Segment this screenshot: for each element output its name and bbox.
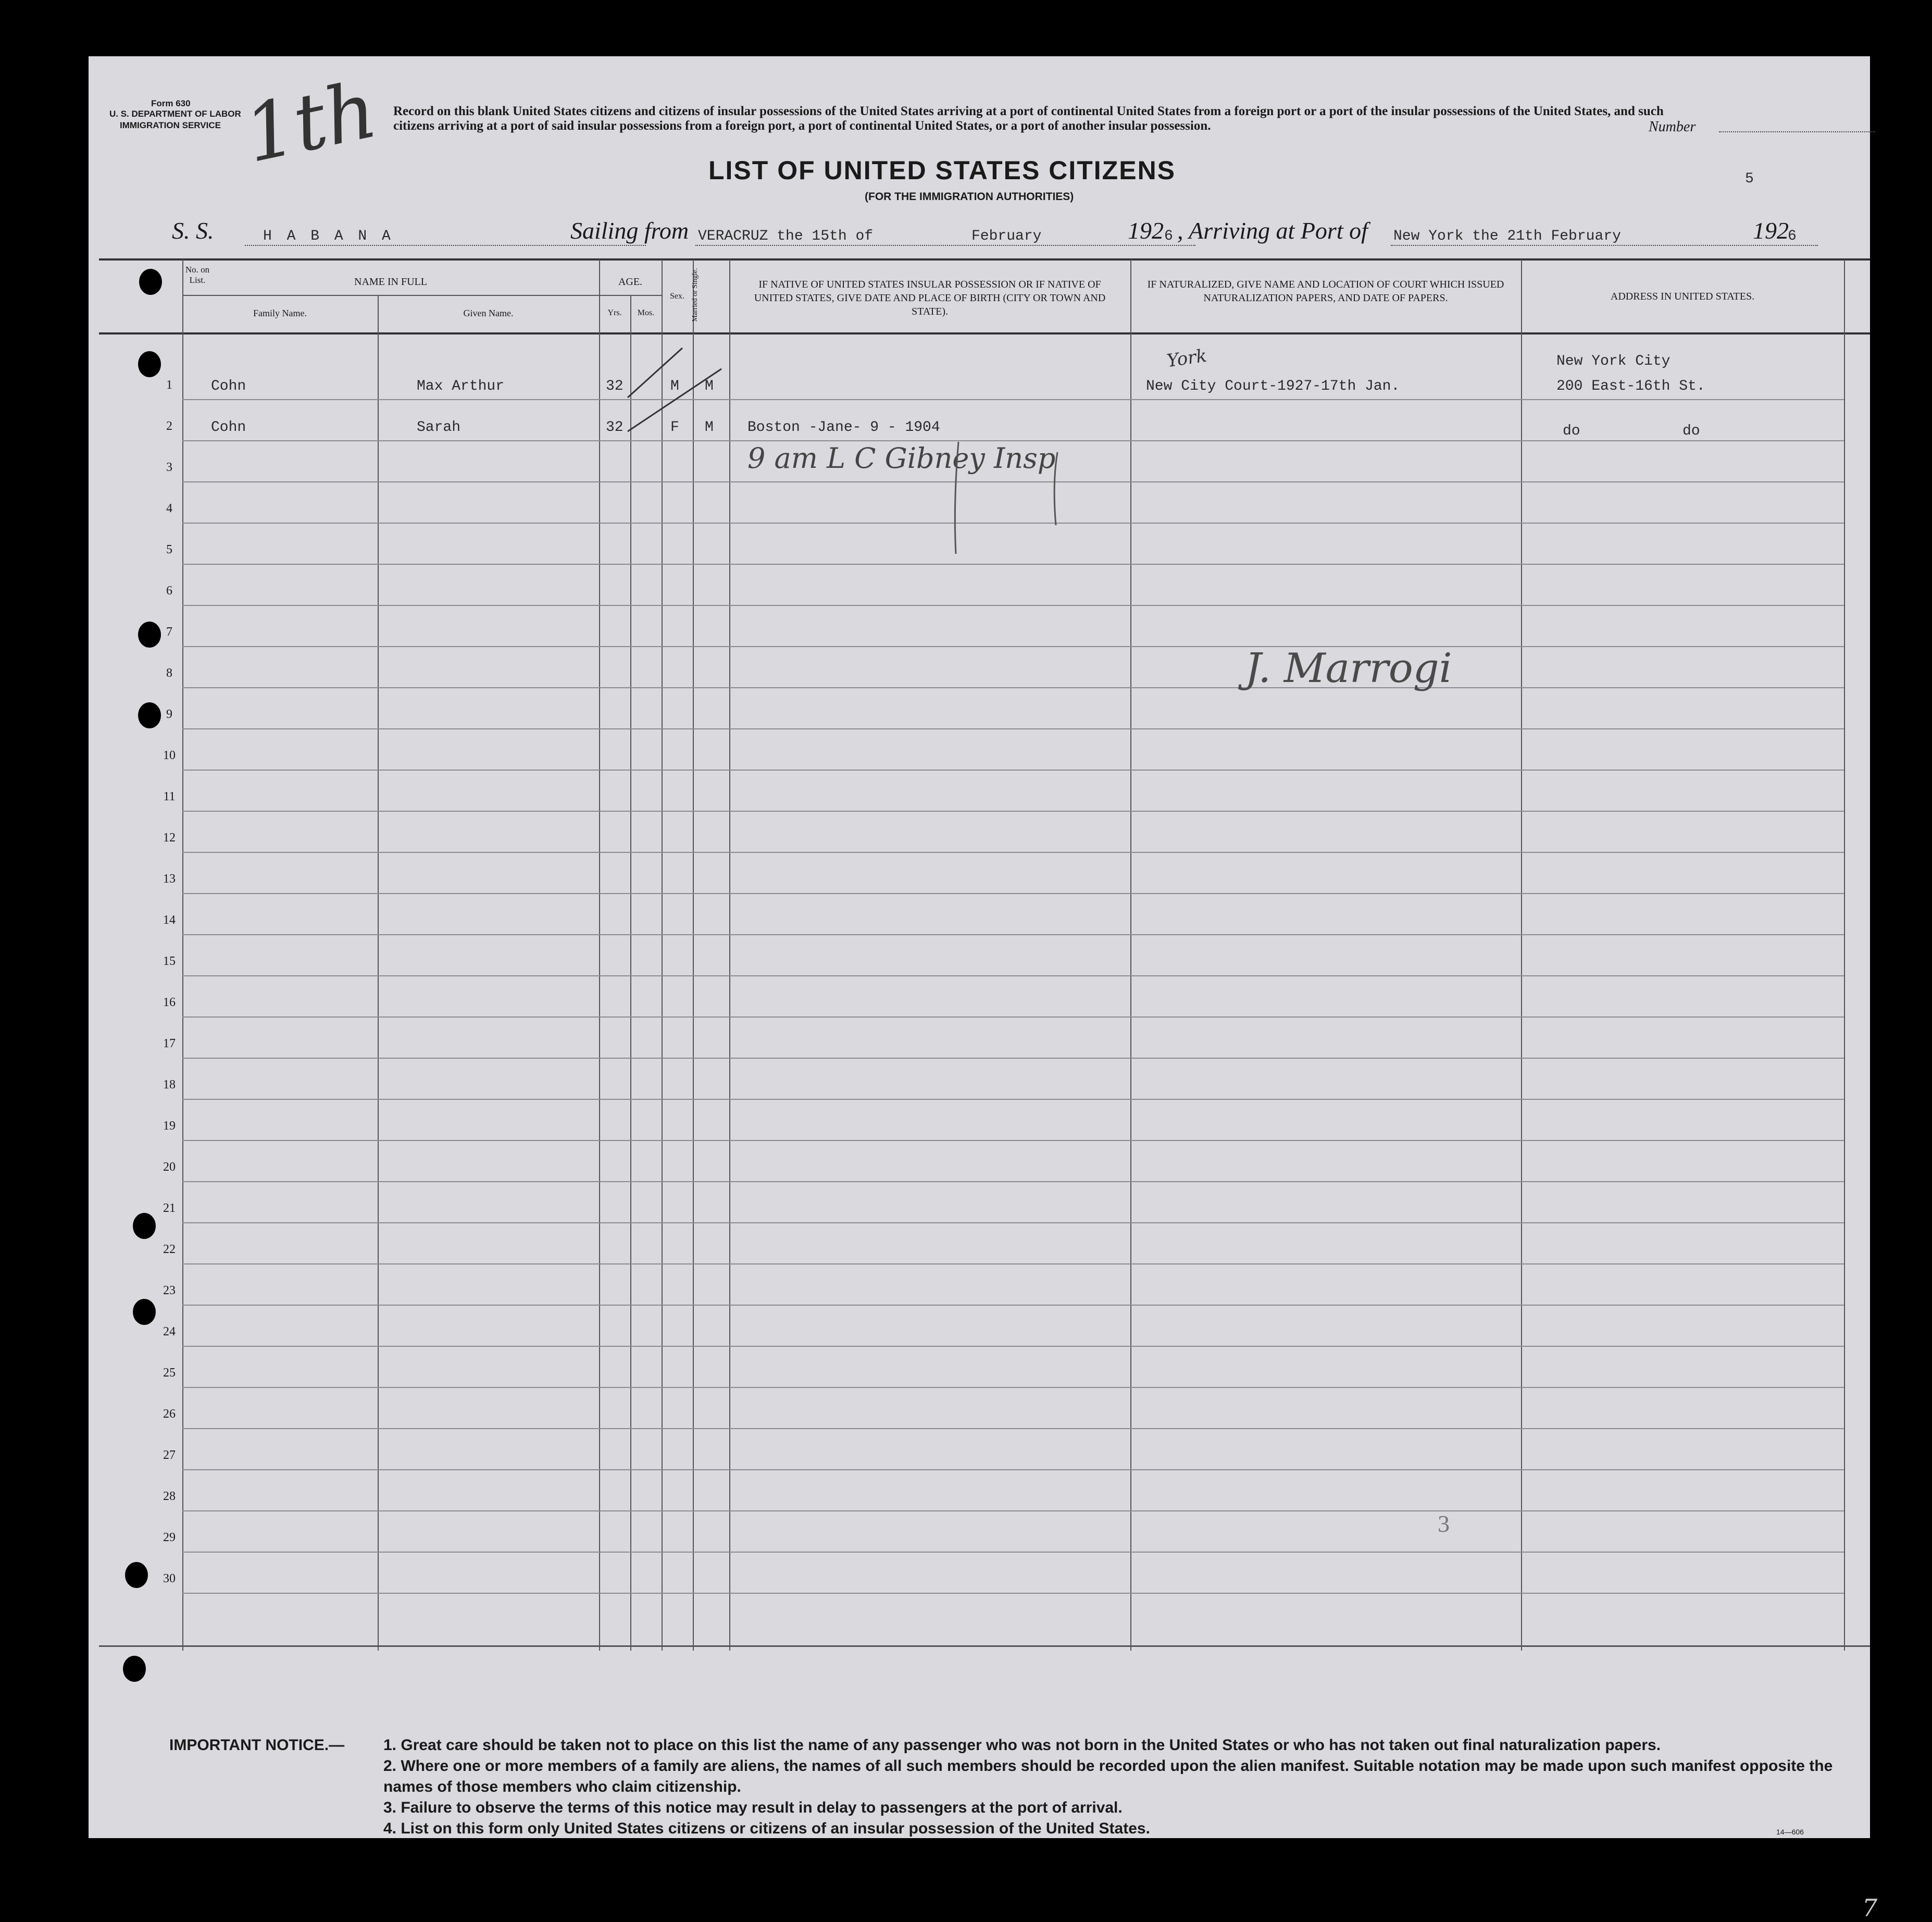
form-number: Form 630 [151, 98, 191, 108]
col-header-address: ADDRESS IN UNITED STATES. [1610, 291, 1755, 302]
row1-ms: M [705, 378, 714, 394]
print-code: 14—606 [1776, 1828, 1804, 1836]
ship-name: H A B A N A [263, 228, 394, 244]
col-header-no: No. on List. [185, 265, 210, 285]
row-number: 10 [163, 749, 176, 762]
row-number: 9 [166, 708, 172, 721]
col-header-sex: Sex. [670, 292, 684, 301]
sailing-label: Sailing from [570, 217, 689, 244]
row-number: 16 [163, 996, 176, 1009]
row-number: 27 [163, 1448, 176, 1462]
check-strokes [89, 56, 1870, 1838]
row-number: 3 [166, 461, 172, 474]
arriving-year-suffix: 6 [1788, 228, 1797, 244]
row-number: 13 [163, 872, 176, 886]
col-header-given: Given Name. [463, 308, 514, 318]
punch-hole [139, 269, 162, 295]
row-number: 7 [166, 625, 172, 639]
col-header-age: AGE. [618, 276, 643, 288]
row2-family: Cohn [211, 419, 246, 436]
arriving-label: , Arriving at Port of [1177, 217, 1368, 244]
page-mark: 5 [1745, 171, 1754, 187]
col-header-birth: IF NATIVE OF UNITED STATES INSULAR POSSESSION OR IF NATIVE OF UNITED STATES, GIVE DATE AND PLACE OF BIRTH (CITY OR TOWN AND STATE). [754, 279, 1106, 317]
sailing-year-prefix: 192 [1128, 217, 1164, 244]
row-number: 14 [163, 913, 176, 927]
number-label: Number [1649, 119, 1696, 135]
page-title: LIST OF UNITED STATES CITIZENS [708, 156, 1176, 185]
form-sheet [89, 56, 1870, 1838]
punch-hole [138, 702, 161, 728]
row2-birth: Boston -Jane- 9 - 1904 [747, 419, 940, 436]
stamp-digit: 3 [1438, 1510, 1450, 1537]
sailing-month: February [971, 228, 1042, 244]
row-number: 26 [163, 1407, 176, 1421]
col-header-naturalized: IF NATURALIZED, GIVE NAME AND LOCATION OF COURT WHICH ISSUED NATURALIZATION PAPERS, AND DATE OF PAPERS. [1147, 279, 1504, 304]
row-number: 28 [163, 1490, 176, 1503]
row-number: 19 [163, 1119, 176, 1133]
col-header-name: NAME IN FULL [354, 276, 427, 288]
row-number: 29 [163, 1531, 176, 1544]
notice-item-4: 4. List on this form only United States citizens or citizens of an insular possession of the United States. [383, 1820, 1150, 1837]
row-number: 8 [166, 666, 172, 680]
punch-hole [125, 1562, 148, 1588]
row2-address-right: do [1682, 423, 1700, 439]
col-header-family: Family Name. [253, 308, 307, 318]
row2-address-left: do [1563, 423, 1580, 439]
row-number: 1 [166, 378, 172, 392]
corner-mark: 7 [1862, 1894, 1878, 1922]
punch-hole [138, 622, 161, 648]
col-header-mos: Mos. [637, 308, 655, 317]
row-number: 12 [163, 831, 176, 845]
notice-label: IMPORTANT NOTICE.— [169, 1737, 345, 1754]
row-number: 23 [163, 1284, 176, 1297]
sailing-year-suffix: 6 [1164, 228, 1173, 244]
row-number: 6 [166, 584, 172, 598]
arriving-year-prefix: 192 [1753, 217, 1789, 244]
row-number: 20 [163, 1160, 176, 1174]
row1-sex: M [670, 378, 679, 394]
record-instructions: Record on this blank United States citizens and citizens of insular possessions of the United States arriving at a port of continental United States from a foreign port or a port of the insular possessions of the United States, and such citizens arriving at a port of said insular possessions from a foreign port, a port of continental United States, or a port of another insular possession. [393, 104, 1664, 133]
row-number: 4 [166, 502, 172, 515]
row2-birth-note: 9 am L C Gibney Insp [747, 442, 1056, 475]
punch-hole [123, 1656, 146, 1682]
row-number: 11 [163, 790, 176, 803]
row1-naturalized-note: York [1165, 345, 1208, 372]
notice-item-3: 3. Failure to observe the terms of this notice may result in delay to passengers at the port of arrival. [383, 1799, 1123, 1816]
row2-sex: F [670, 419, 679, 436]
punch-hole [133, 1213, 156, 1239]
ss-label: S. S. [172, 217, 214, 244]
col-header-yrs: Yrs. [607, 308, 622, 317]
notice-item-2: 2. Where one or more members of a family are aliens, the names of all such members should be recorded upon the alien manifest. Suitable notation may be made upon such manifest opposite the names of those members who claim citizenship. [383, 1757, 1833, 1795]
row-number: 22 [163, 1243, 176, 1256]
row-number: 5 [166, 543, 172, 556]
row2-ms: M [705, 419, 714, 436]
punch-hole [133, 1299, 156, 1325]
arriving-value: New York the 21th February [1393, 228, 1621, 244]
row-number: 24 [163, 1325, 176, 1338]
row1-address-city: New York City [1556, 353, 1671, 369]
row-number: 2 [166, 419, 172, 433]
row1-family: Cohn [211, 378, 246, 394]
row1-given: Max Arthur [417, 378, 505, 394]
signature: J. Marrogi [1245, 645, 1452, 692]
row-number: 25 [163, 1366, 176, 1380]
row-number: 17 [163, 1037, 176, 1050]
row1-naturalized: New City Court-1927-17th Jan. [1146, 378, 1400, 394]
col-header-married: Married or Single. [691, 268, 699, 322]
row-number: 30 [163, 1572, 176, 1585]
punch-hole [138, 351, 161, 377]
row1-address: 200 East-16th St. [1556, 378, 1705, 394]
row-number: 15 [163, 954, 176, 968]
row2-given: Sarah [417, 419, 461, 436]
department-label: U. S. DEPARTMENT OF LABOR [109, 109, 241, 119]
row-number: 18 [163, 1078, 176, 1092]
service-label: IMMIGRATION SERVICE [120, 120, 221, 130]
handwritten-mark: 1th [236, 64, 384, 181]
row-number: 21 [163, 1201, 176, 1215]
row2-yrs: 32 [606, 419, 624, 436]
page-subtitle: (FOR THE IMMIGRATION AUTHORITIES) [865, 191, 1074, 203]
notice-item-1: 1. Great care should be taken not to place on this list the name of any passenger who was not born in the United States or who has not taken out final naturalization papers. [383, 1737, 1661, 1754]
row1-yrs: 32 [606, 378, 624, 394]
sailing-value: VERACRUZ the 15th of [698, 228, 874, 244]
